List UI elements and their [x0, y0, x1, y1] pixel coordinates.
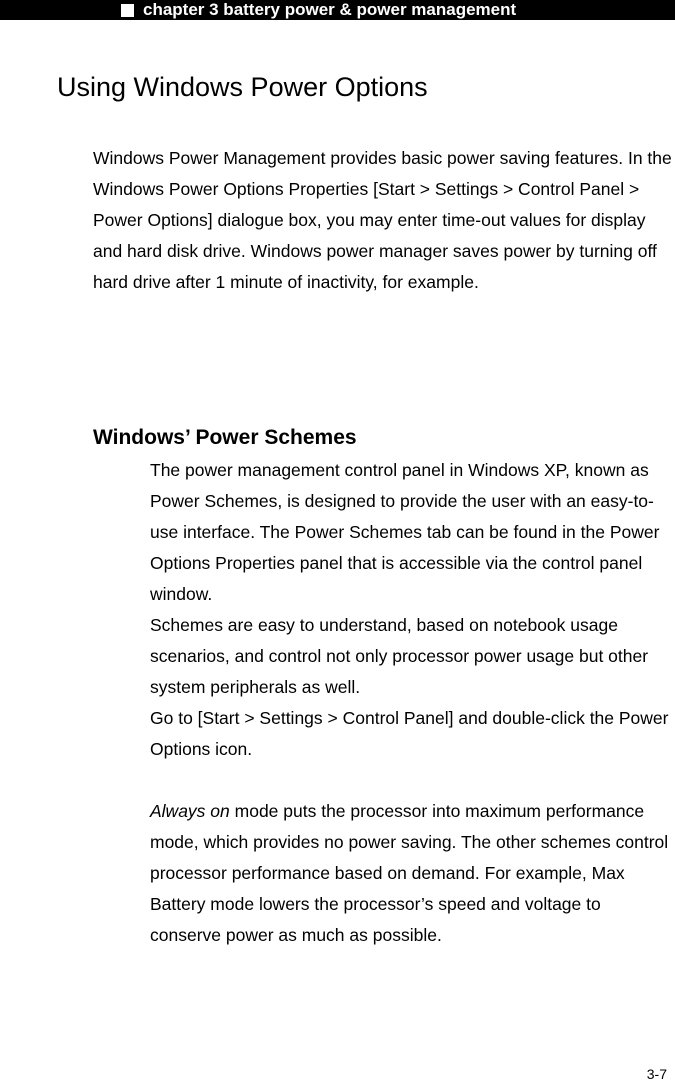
- page-number: 3-7: [646, 1066, 667, 1082]
- always-on-term: Always on: [150, 801, 230, 821]
- intro-paragraph: Windows Power Management provides basic power saving features. In the Windows Power Options Properties [Start > Settings > Control Panel > Power Options] dialogue box, you may enter time-out values for display and hard disk drive. Windows power manager saves power by turning off hard drive after 1 minute of inactivity, for example.: [93, 148, 672, 292]
- schemes-description-paragraph: Schemes are easy to understand, based on notebook usage scenarios, and control not only processor power usage but other system peripherals as well.: [150, 615, 649, 697]
- section-body: [150, 455, 672, 951]
- page-title: Using Windows Power Options: [57, 72, 428, 102]
- power-schemes-paragraph: The power management control panel in Windows XP, known as Power Schemes, is designed to provide the user with an easy-to-use interface. The Power Schemes tab can be found in the Power Options Properties panel that is accessible via the control panel window.: [150, 460, 660, 604]
- always-on-description: mode puts the processor into maximum performance mode, which provides no power saving. The other schemes control processor performance based on demand. For example, Max Battery mode lowers the processor’s speed and voltage to conserve power as much as possible.: [150, 801, 669, 945]
- paragraph-spacer: [150, 765, 672, 796]
- square-bullet-icon: [121, 4, 134, 17]
- always-on-paragraph: [150, 796, 672, 951]
- instructions-paragraph: Go to [Start > Settings > Control Panel] and double-click the Power Options icon.: [150, 708, 669, 759]
- chapter-header-bar: [0, 0, 675, 20]
- section-heading: Windows’ Power Schemes: [93, 426, 357, 449]
- chapter-title: chapter 3 battery power & power management: [143, 0, 517, 19]
